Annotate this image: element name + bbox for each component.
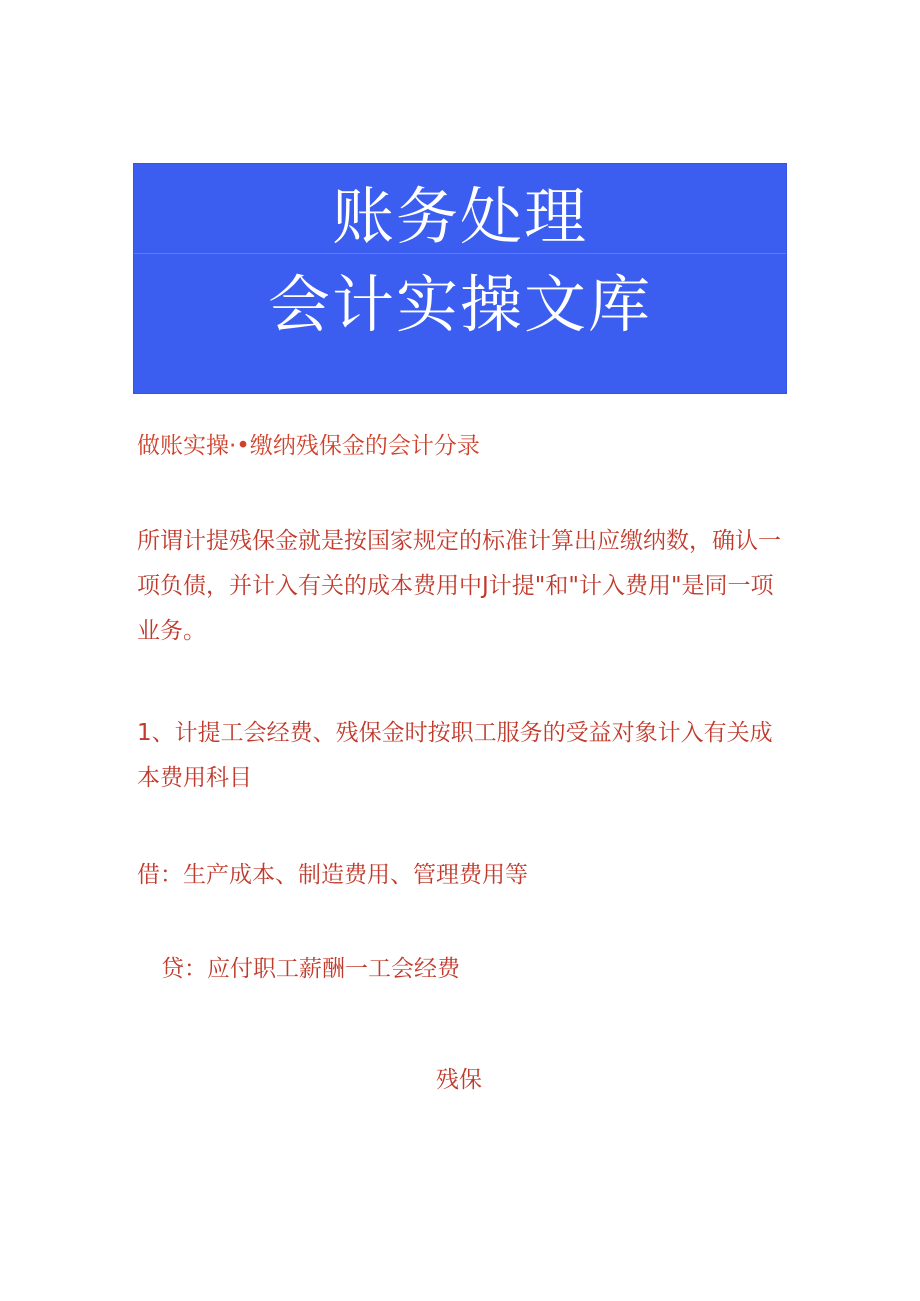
document-title: 做账实操·•缴纳残保金的会计分录 — [137, 433, 480, 459]
banner-title: 账务处理 — [331, 180, 588, 253]
banner-divider — [134, 253, 786, 254]
header-banner — [134, 164, 786, 393]
credit-entry: 贷：应付职工薪酬一工会经费 — [161, 956, 460, 982]
intro-paragraph: 所谓计提残保金就是按国家规定的标准计算出应缴纳数，确认一项负债，并计入有关的成本费用中J计提"和"计入费用"是同一项业务。 — [137, 528, 781, 644]
debit-entry: 借：生产成本、制造费用、管理费用等 — [137, 862, 528, 888]
banner-subtitle: 会计实操文库 — [267, 268, 652, 341]
item-1-paragraph: 1、计提工会经费、残保金时按职工服务的受益对象计入有关成本费用科目 — [137, 720, 773, 791]
credit-sub-entry: 残保 — [436, 1067, 482, 1093]
